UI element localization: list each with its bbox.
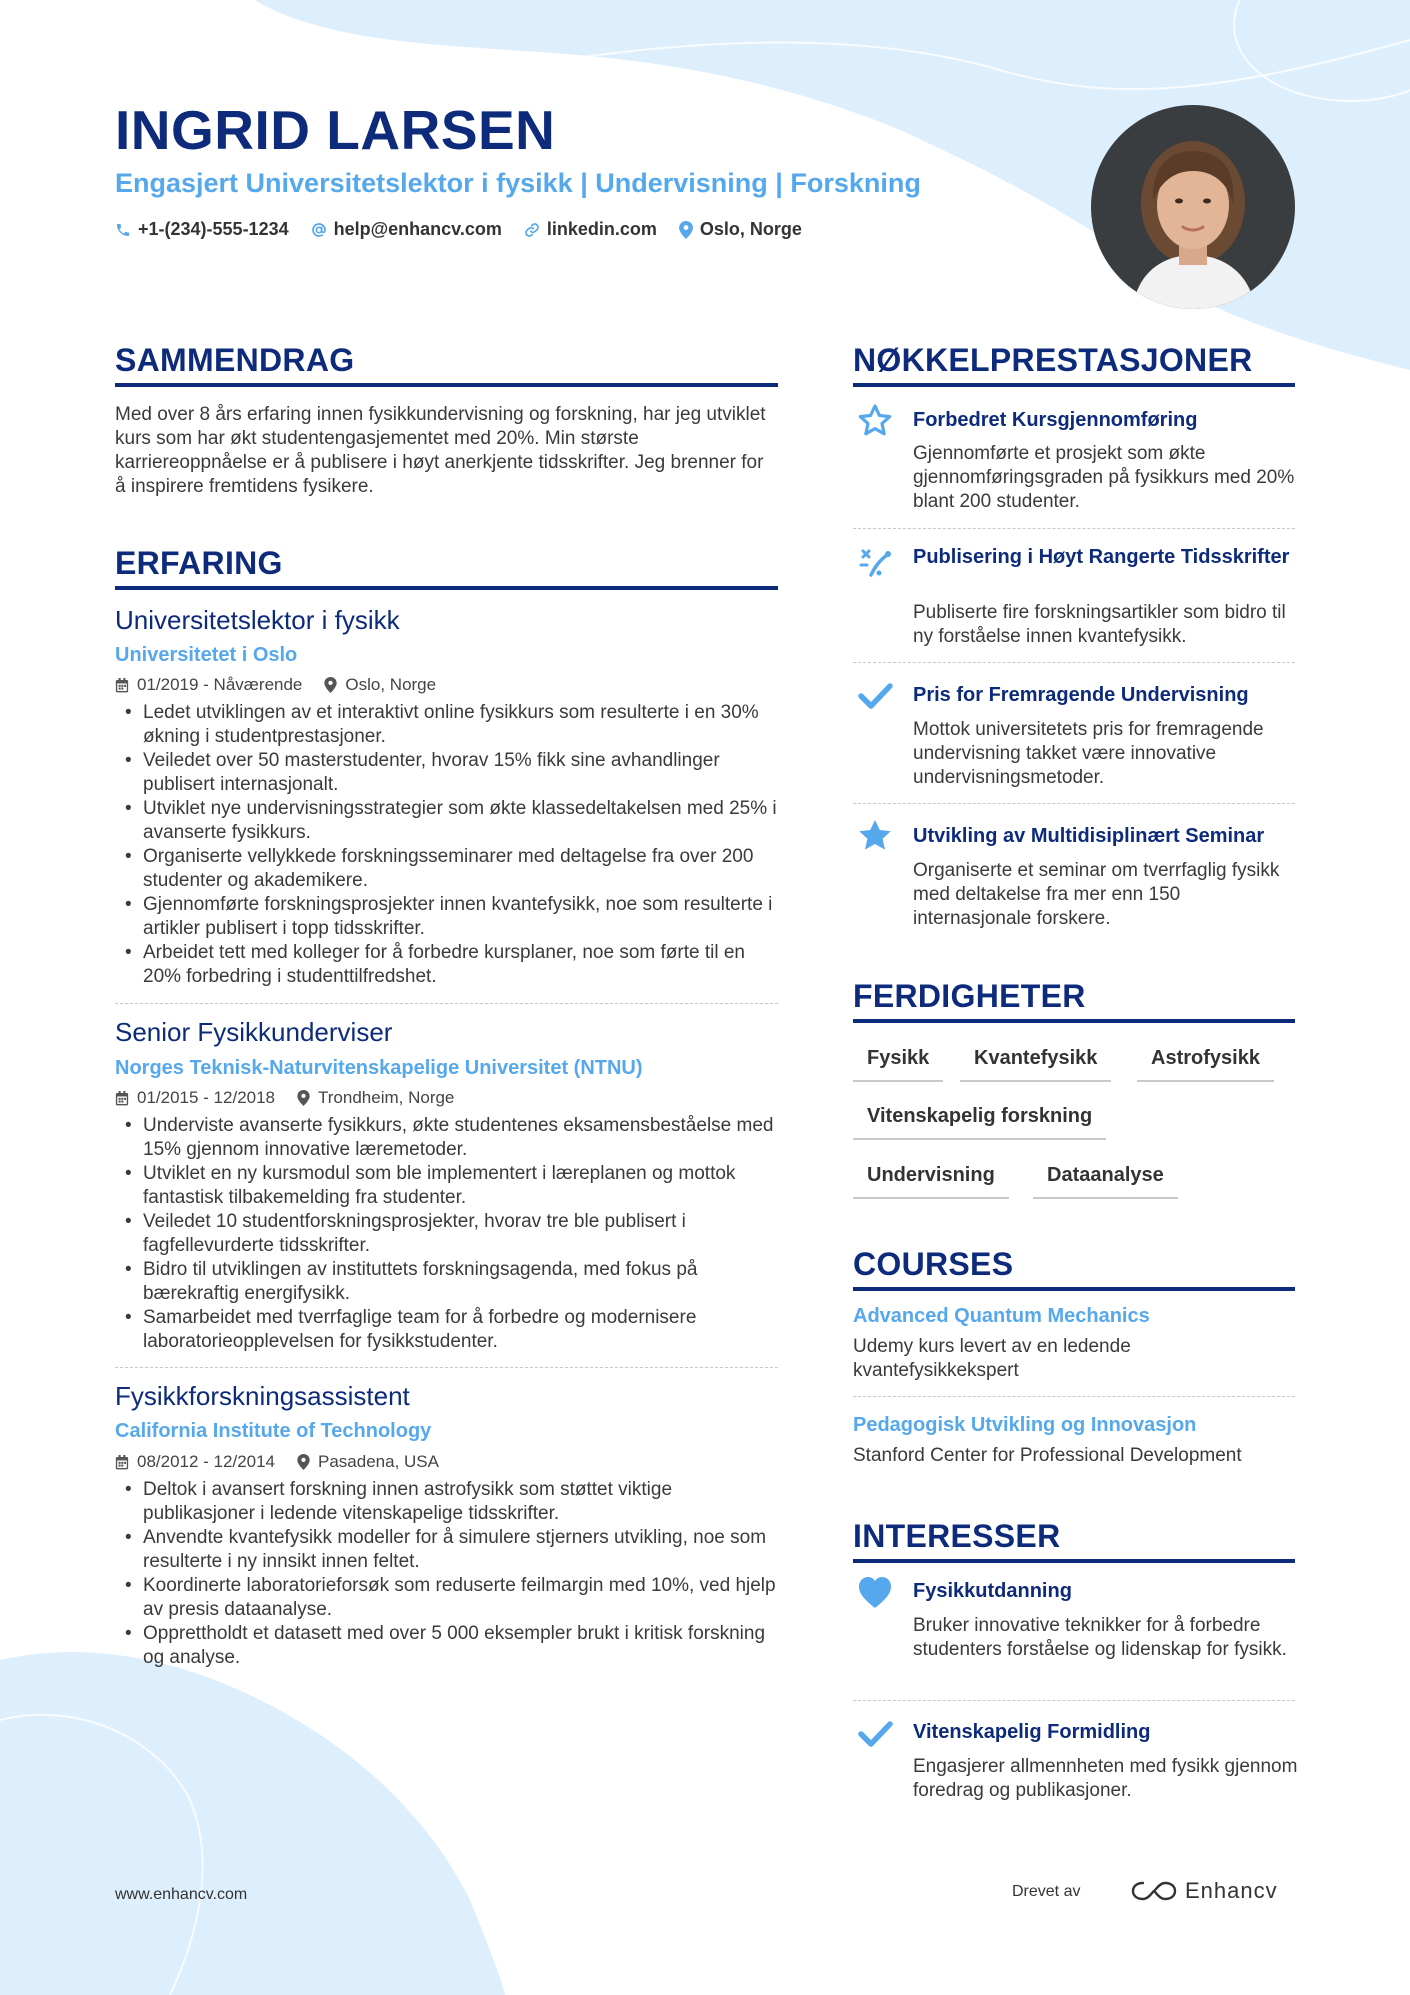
powered-by-label: Drevet av: [1012, 1883, 1081, 1900]
skills-title: FERDIGHETER: [853, 978, 1086, 1014]
job-meta: [115, 1452, 439, 1472]
location-text: Oslo, Norge: [699, 219, 802, 239]
location-pin-icon: [297, 1454, 310, 1470]
achievement-desc: Publiserte fire forskningsartikler som bidro til ny forståelse innen kvantefysikk.: [913, 602, 1286, 647]
job-title: Universitetslektor i fysikk: [115, 605, 400, 635]
calendar-icon: [115, 1455, 129, 1470]
summary-text: Med over 8 års erfaring innen fysikkundervisning og forskning, har jeg utviklet kurs som har økt studentengasjementet med 20%. Min største karriereoppnåelse er å publisere i høyt anerkjente tidsskrifter. Jeg brenner for å inspirere fremtidens fysikere.: [115, 404, 766, 497]
courses-rule: [853, 1287, 1295, 1291]
list-item: • Veiledet over 50 masterstudenter, hvorav 15% fikk sine avhandlinger publisert internasjonalt.: [115, 749, 785, 797]
list-item: • Ledet utviklingen av et interaktivt online fysikkurs som resulterte i en 30% økning i studentprestasjoner.: [115, 701, 785, 749]
job-meta: [115, 1088, 454, 1108]
list-item: • Bidro til utviklingen av instituttets forskningsagenda, med fokus på bærekraftig energifysikk.: [115, 1258, 785, 1306]
link-icon: [524, 222, 540, 238]
course-title: Pedagogisk Utvikling og Innovasjon: [853, 1414, 1197, 1436]
email-text: help@enhancv.com: [333, 219, 502, 239]
location-pin-icon: [679, 221, 693, 239]
list-item: • Organiserte vellykkede forskningsseminarer med deltagelse fra over 200 studenter og akademikere.: [115, 845, 785, 893]
list-item: • Koordinerte laboratorieforsøk som reduserte feilmargin med 10%, ved hjelp av presis dataanalyse.: [115, 1574, 785, 1622]
job-dates: 08/2012 - 12/2014: [137, 1452, 276, 1471]
list-item: • Deltok i avansert forskning innen astrofysikk som støttet viktige publikasjoner i ledende vitenskapelige tidsskrifter.: [115, 1478, 785, 1526]
skill-tag: Vitenskapelig forskning: [853, 1105, 1106, 1140]
contact-email[interactable]: [311, 219, 502, 240]
job-bullets: [115, 1478, 785, 1670]
calendar-icon: [115, 1091, 129, 1106]
infinity-logo-icon: [1131, 1879, 1177, 1903]
divider: [115, 1367, 778, 1368]
star-icon: [857, 818, 893, 854]
enhancv-logo: [1131, 1878, 1278, 1904]
course-title: Advanced Quantum Mechanics: [853, 1305, 1150, 1327]
heart-icon: [857, 1575, 893, 1611]
job-location: Pasadena, USA: [318, 1452, 439, 1471]
magic-wand-icon: [857, 545, 893, 581]
list-item: • Samarbeidet med tverrfaglige team for å forbedre og modernisere laboratorieopplevelsen for fysikkstudenter.: [115, 1306, 785, 1354]
list-item: • Utviklet nye undervisningsstrategier som økte klassedeltakelsen med 25% i avanserte fysikkurs.: [115, 797, 785, 845]
job-company: Norges Teknisk-Naturvitenskapelige Universitet (NTNU): [115, 1057, 643, 1079]
contact-location: [679, 219, 802, 240]
job-title: Senior Fysikkunderviser: [115, 1017, 393, 1047]
list-item: • Underviste avanserte fysikkurs, økte studentenes eksamensbeståelse med 15% gjennom innovative læremetoder.: [115, 1114, 785, 1162]
interest-title: Fysikkutdanning: [913, 1580, 1072, 1602]
experience-title: ERFARING: [115, 545, 283, 581]
interests-title: INTERESSER: [853, 1518, 1061, 1554]
checkmark-icon: [857, 1716, 893, 1752]
linkedin-text: linkedin.com: [546, 219, 657, 239]
summary-rule: [115, 383, 778, 387]
at-icon: [311, 222, 327, 238]
course-desc: Udemy kurs levert av en ledende kvantefysikkekspert: [853, 1336, 1131, 1381]
achievement-title: Utvikling av Multidisiplinært Seminar: [913, 825, 1265, 847]
divider: [853, 1396, 1295, 1397]
achievement-title: Pris for Fremragende Undervisning: [913, 684, 1249, 706]
job-title: Fysikkforskningsassistent: [115, 1381, 410, 1411]
interest-title: Vitenskapelig Formidling: [913, 1721, 1151, 1743]
courses-title: COURSES: [853, 1246, 1014, 1282]
summary-title: SAMMENDRAG: [115, 342, 355, 378]
achievement-desc: Gjennomførte et prosjekt som økte gjennomføringsgraden på fysikkurs med 20% blant 200 studenter.: [913, 443, 1295, 512]
skill-tag: Kvantefysikk: [960, 1047, 1111, 1082]
divider: [853, 528, 1295, 529]
contact-bar: [115, 219, 824, 240]
achievement-desc: Organiserte et seminar om tverrfaglig fysikk med deltakelse fra mer enn 150 internasjonale forskere.: [913, 860, 1280, 929]
job-bullets: [115, 1114, 785, 1354]
skill-tag: Astrofysikk: [1137, 1047, 1274, 1082]
job-meta: [115, 675, 436, 695]
job-dates: 01/2015 - 12/2018: [137, 1088, 276, 1107]
achievement-title: Publisering i Høyt Rangerte Tidsskrifter: [913, 546, 1290, 568]
skill-tag: Dataanalyse: [1033, 1164, 1178, 1199]
list-item: • Utviklet en ny kursmodul som ble implementert i læreplanen og mottok fantastisk tilbakemelding fra studenter.: [115, 1162, 785, 1210]
footer-url[interactable]: www.enhancv.com: [115, 1886, 248, 1903]
divider: [853, 1700, 1295, 1701]
candidate-name: INGRID LARSEN: [115, 99, 556, 161]
divider: [853, 803, 1295, 804]
experience-rule: [115, 586, 778, 590]
interest-desc: Bruker innovative teknikker for å forbedre studenters forståelse og lidenskap for fysikk.: [913, 1615, 1287, 1660]
phone-icon: [115, 222, 131, 238]
location-pin-icon: [297, 1090, 310, 1106]
contact-phone[interactable]: [115, 219, 289, 240]
list-item: • Gjennomførte forskningsprosjekter innen kvantefysikk, noe som resulterte i artikler publisert i topp tidsskrifter.: [115, 893, 785, 941]
list-item: • Arbeidet tett med kolleger for å forbedre kursplaner, noe som førte til en 20% forbedring i studenttilfredshet.: [115, 941, 785, 989]
list-item: • Opprettholdt et datasett med over 5 000 eksempler brukt i kritisk forskning og analyse.: [115, 1622, 785, 1670]
achievements-rule: [853, 383, 1295, 387]
profile-photo: [1091, 105, 1295, 309]
phone-text: +1-(234)-555-1234: [138, 219, 289, 239]
interest-desc: Engasjerer allmennheten med fysikk gjennom foredrag og publikasjoner.: [913, 1756, 1298, 1801]
checkmark-icon: [857, 678, 893, 714]
achievement-title: Forbedret Kursgjennomføring: [913, 409, 1198, 431]
skill-tag: Fysikk: [853, 1047, 943, 1082]
list-item: • Anvendte kvantefysikk modeller for å simulere stjerners utvikling, noe som resulterte i ny innsikt innen feltet.: [115, 1526, 785, 1574]
divider: [853, 662, 1295, 663]
calendar-icon: [115, 678, 129, 693]
achievements-title: NØKKELPRESTASJONER: [853, 342, 1253, 378]
interests-rule: [853, 1559, 1295, 1563]
job-company: Universitetet i Oslo: [115, 644, 298, 666]
job-location: Oslo, Norge: [345, 675, 437, 694]
headline: Engasjert Universitetslektor i fysikk | Undervisning | Forskning: [115, 168, 921, 198]
job-dates: 01/2019 - Nåværende: [137, 675, 303, 694]
list-item: • Veiledet 10 studentforskningsprosjekter, hvorav tre ble publisert i fagfellevurderte tidsskrifter.: [115, 1210, 785, 1258]
contact-linkedin[interactable]: [524, 219, 657, 240]
job-bullets: [115, 701, 785, 989]
course-desc: Stanford Center for Professional Development: [853, 1445, 1242, 1466]
skill-tag: Undervisning: [853, 1164, 1009, 1199]
divider: [115, 1003, 778, 1004]
job-company: California Institute of Technology: [115, 1420, 432, 1442]
star-outline-icon: [857, 403, 893, 439]
job-location: Trondheim, Norge: [318, 1088, 455, 1107]
location-pin-icon: [324, 677, 337, 693]
achievement-desc: Mottok universitetets pris for fremragende undervisning takket være innovative undervisningsmetoder.: [913, 719, 1264, 788]
brand-name: Enhancv: [1185, 1878, 1278, 1903]
skills-rule: [853, 1019, 1295, 1023]
